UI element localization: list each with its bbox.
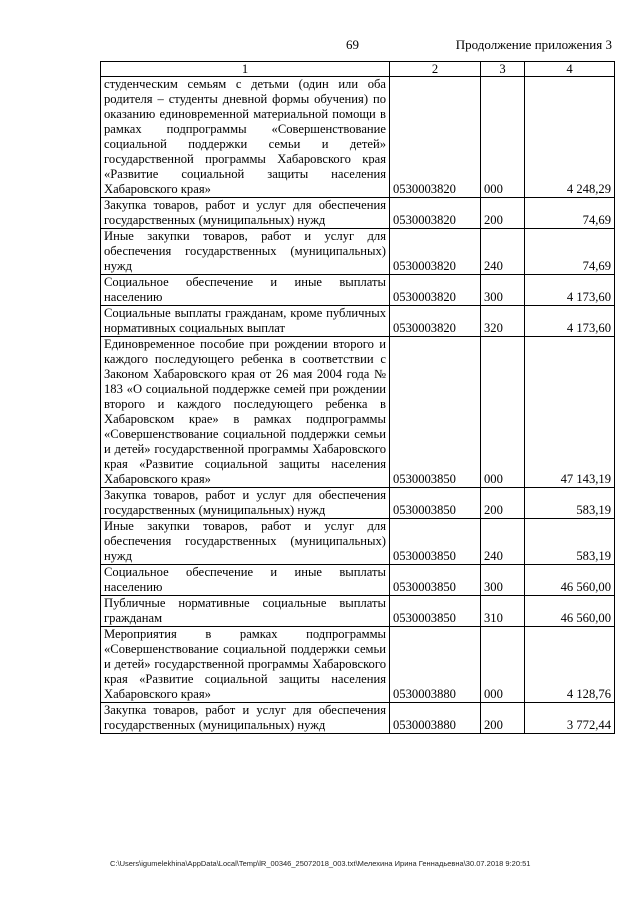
amount: 583,19 [525, 519, 615, 565]
row-description: Публичные нормативные социальные выплаты гражданам [101, 596, 390, 627]
target-article-code: 0530003850 [390, 488, 481, 519]
table-row [101, 488, 615, 519]
target-article-code: 0530003850 [390, 519, 481, 565]
column-header-2: 2 [390, 62, 481, 77]
row-description: Социальное обеспечение и иные выплаты населению [101, 275, 390, 306]
expense-type-code: 200 [481, 198, 525, 229]
file-path-footer: C:\Users\igumelekhina\AppData\Local\Temp\lR_00346_25072018_003.txt\Мелехина Ирина Геннадьевна\30.07.2018 9:20:51 [110, 859, 531, 868]
expense-type-code: 300 [481, 565, 525, 596]
table-row [101, 596, 615, 627]
target-article-code: 0530003820 [390, 275, 481, 306]
expense-type-code: 320 [481, 306, 525, 337]
amount: 4 173,60 [525, 306, 615, 337]
row-description: Закупка товаров, работ и услуг для обеспечения государственных (муниципальных) нужд [101, 488, 390, 519]
expense-type-code: 240 [481, 229, 525, 275]
target-article-code: 0530003820 [390, 229, 481, 275]
table-row [101, 703, 615, 734]
amount: 46 560,00 [525, 565, 615, 596]
target-article-code: 0530003850 [390, 337, 481, 488]
page-number: 69 [346, 37, 359, 52]
expense-type-code: 200 [481, 488, 525, 519]
row-description: Закупка товаров, работ и услуг для обеспечения государственных (муниципальных) нужд [101, 198, 390, 229]
expense-type-code: 240 [481, 519, 525, 565]
column-header-4: 4 [525, 62, 615, 77]
target-article-code: 0530003850 [390, 596, 481, 627]
amount: 4 128,76 [525, 627, 615, 703]
row-description: Мероприятия в рамках подпрограммы «Совершенствование социальной поддержки семьи и детей» государственной программы Хабаровского края «Развитие социальной защиты населения Хабаровского края» [101, 627, 390, 703]
row-description: Единовременное пособие при рождении второго и каждого последующего ребенка в соответствии с Законом Хабаровского края от 26 мая 2004 года № 183 «О социальной поддержке семей при рождении второго и каждого последующего ребенка в Хабаровском крае» в рамках подпрограммы «Совершенствование социальной поддержки семьи и детей» государственной программы Хабаровского края «Развитие социальной защиты населения Хабаровского края» [101, 337, 390, 488]
amount: 46 560,00 [525, 596, 615, 627]
target-article-code: 0530003850 [390, 565, 481, 596]
table-row [101, 627, 615, 703]
table-row [101, 198, 615, 229]
appendix-continuation: Продолжение приложения 3 [455, 37, 612, 52]
amount: 74,69 [525, 198, 615, 229]
amount: 4 248,29 [525, 77, 615, 198]
amount: 3 772,44 [525, 703, 615, 734]
table-row [101, 519, 615, 565]
target-article-code: 0530003820 [390, 198, 481, 229]
table-row [101, 565, 615, 596]
column-number-row [101, 62, 615, 77]
row-description: Социальные выплаты гражданам, кроме публичных нормативных социальных выплат [101, 306, 390, 337]
row-description: Иные закупки товаров, работ и услуг для обеспечения государственных (муниципальных) нужд [101, 229, 390, 275]
amount: 74,69 [525, 229, 615, 275]
expense-type-code: 000 [481, 337, 525, 488]
amount: 4 173,60 [525, 275, 615, 306]
row-description: студенческим семьям с детьми (один или оба родителя – студенты дневной формы обучения) по оказанию единовременной материальной помощи в рамках подпрограммы «Совершенствование социальной поддержки семьи и детей» государственной программы Хабаровского края «Развитие социальной защиты населения Хабаровского края» [101, 77, 390, 198]
expense-type-code: 200 [481, 703, 525, 734]
target-article-code: 0530003880 [390, 703, 481, 734]
row-description: Социальное обеспечение и иные выплаты населению [101, 565, 390, 596]
amount: 583,19 [525, 488, 615, 519]
table-row [101, 77, 615, 198]
table-row [101, 275, 615, 306]
expense-type-code: 310 [481, 596, 525, 627]
row-description: Иные закупки товаров, работ и услуг для обеспечения государственных (муниципальных) нужд [101, 519, 390, 565]
row-description: Закупка товаров, работ и услуг для обеспечения государственных (муниципальных) нужд [101, 703, 390, 734]
expense-type-code: 300 [481, 275, 525, 306]
table-row [101, 229, 615, 275]
target-article-code: 0530003820 [390, 306, 481, 337]
column-header-3: 3 [481, 62, 525, 77]
table-row [101, 337, 615, 488]
expense-type-code: 000 [481, 77, 525, 198]
column-header-1: 1 [101, 62, 390, 77]
amount: 47 143,19 [525, 337, 615, 488]
table-row [101, 306, 615, 337]
expense-type-code: 000 [481, 627, 525, 703]
budget-table [100, 61, 615, 734]
target-article-code: 0530003820 [390, 77, 481, 198]
target-article-code: 0530003880 [390, 627, 481, 703]
